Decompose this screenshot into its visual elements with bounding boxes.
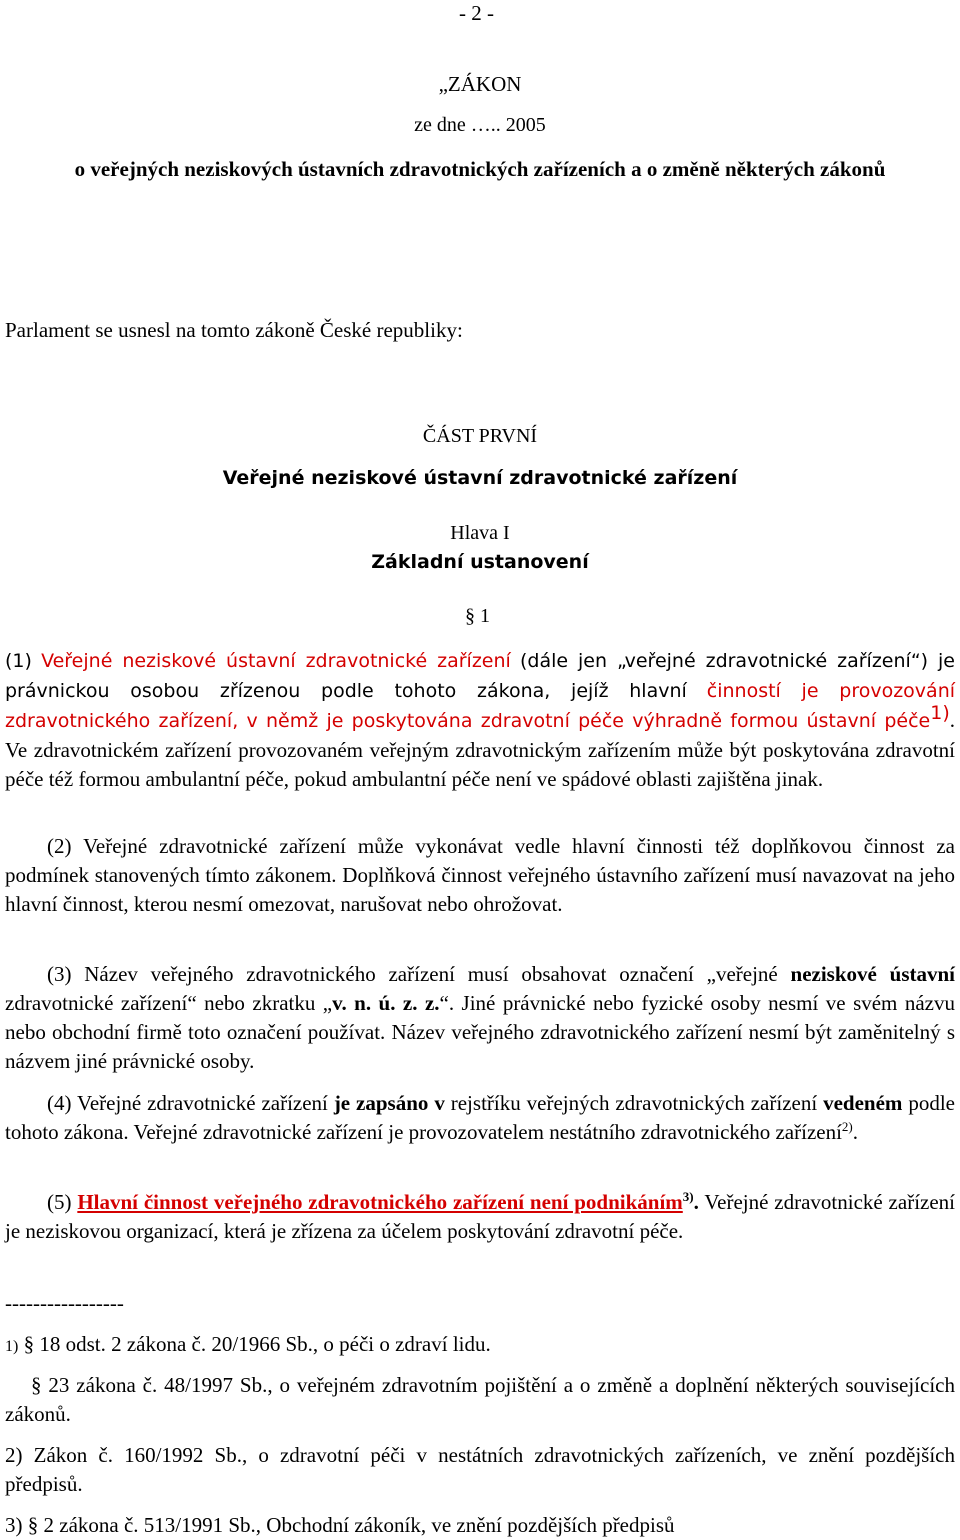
paragraph-5: (5) Hlavní činnost veřejného zdravotnického zařízení není podnikáním$^{3)}$. Veřejné zdravotnické zařízení je neziskovou organizací, která je zřízena za účelem poskytování zdravotní péče. <box>5 1189 956 1243</box>
paragraph-2: (2) Veřejné zdravotnické zařízení může vykonávat vedle hlavní činnosti též doplňkovou činnost za podmínek stanovených tímto zákonem. Doplňková činnost veřejného ústavního zařízení musí navazovat na jeho hlavní činnost, kterou nesmí omezovat, narušovat nebo ohrožovat. <box>5 834 955 916</box>
footnote-1: 1) § 18 odst. 2 zákona č. 20/1966 Sb., o péči o zdraví lidu. <box>5 1332 491 1356</box>
law-heading: „ZÁKON <box>438 72 522 96</box>
law-title: o veřejných neziskových ústavních zdravotnických zařízeních a o změně některých zákonů <box>74 157 886 181</box>
footnote-2: 2) Zákon č. 160/1992 Sb., o zdravotní péči v nestátních zdravotnických zařízeních, ve znění pozdějších předpisů. <box>5 1443 955 1496</box>
chapter-title: Základní ustanovení <box>371 551 589 573</box>
page-number: - 2 - <box>459 1 494 25</box>
section-number: § 1 <box>465 605 490 627</box>
footnote-3: 3) § 2 zákona č. 513/1991 Sb., Obchodní zákoník, ve znění pozdějších předpisů <box>5 1513 675 1537</box>
paragraph-1: (1) Veřejné neziskové ústavní zdravotnické zařízení (dále jen „veřejné zdravotnické zařízení“) je právnickou osobou zřízenou podle tohoto zákona, jejíž hlavní činností je provozování zdravotnického zařízení, v němž je poskytována zdravotní péče výhradně formou ústavní péče$^{1)}$. Ve zdravotnickém zařízení provozovaném veřejným zdravotnickým zařízením může být poskytována zdravotní péče též formou ambulantní péče, pokud ambulantní péče není ve spádové oblasti zajištěna jinak. <box>5 650 956 791</box>
law-date: ze dne ….. 2005 <box>414 114 546 136</box>
paragraph-3: (3) Název veřejného zdravotnického zařízení musí obsahovat označení „veřejné neziskové ústavní zdravotnické zařízení“ nebo zkratku „v. n. ú. z. z.“. Jiné právnické nebo fyzické osoby nesmí ve svém názvu nebo obchodní firmě toto označení používat. Název veřejného zdravotnického zařízení nesmí být zaměnitelný s názvem jiné právnické osoby. <box>5 962 955 1073</box>
part-title: Veřejné neziskové ústavní zdravotnické zařízení <box>222 467 738 489</box>
part-heading: ČÁST PRVNÍ <box>422 425 538 447</box>
footnote-1b: § 23 zákona č. 48/1997 Sb., o veřejném zdravotním pojištění a o změně a doplnění některých souvisejících zákonů. <box>5 1373 955 1426</box>
preamble: Parlament se usnesl na tomto zákoně České republiky: <box>5 318 463 342</box>
paragraph-4: (4) Veřejné zdravotnické zařízení je zapsáno v rejstříku veřejných zdravotnických zařízení vedeném podle tohoto zákona. Veřejné zdravotnické zařízení je provozovatelem nestátního zdravotnického zařízení$^{2)}$. <box>5 1091 955 1144</box>
footnote-separator: ----------------- <box>5 1291 124 1315</box>
chapter-heading: Hlava I <box>450 522 510 544</box>
